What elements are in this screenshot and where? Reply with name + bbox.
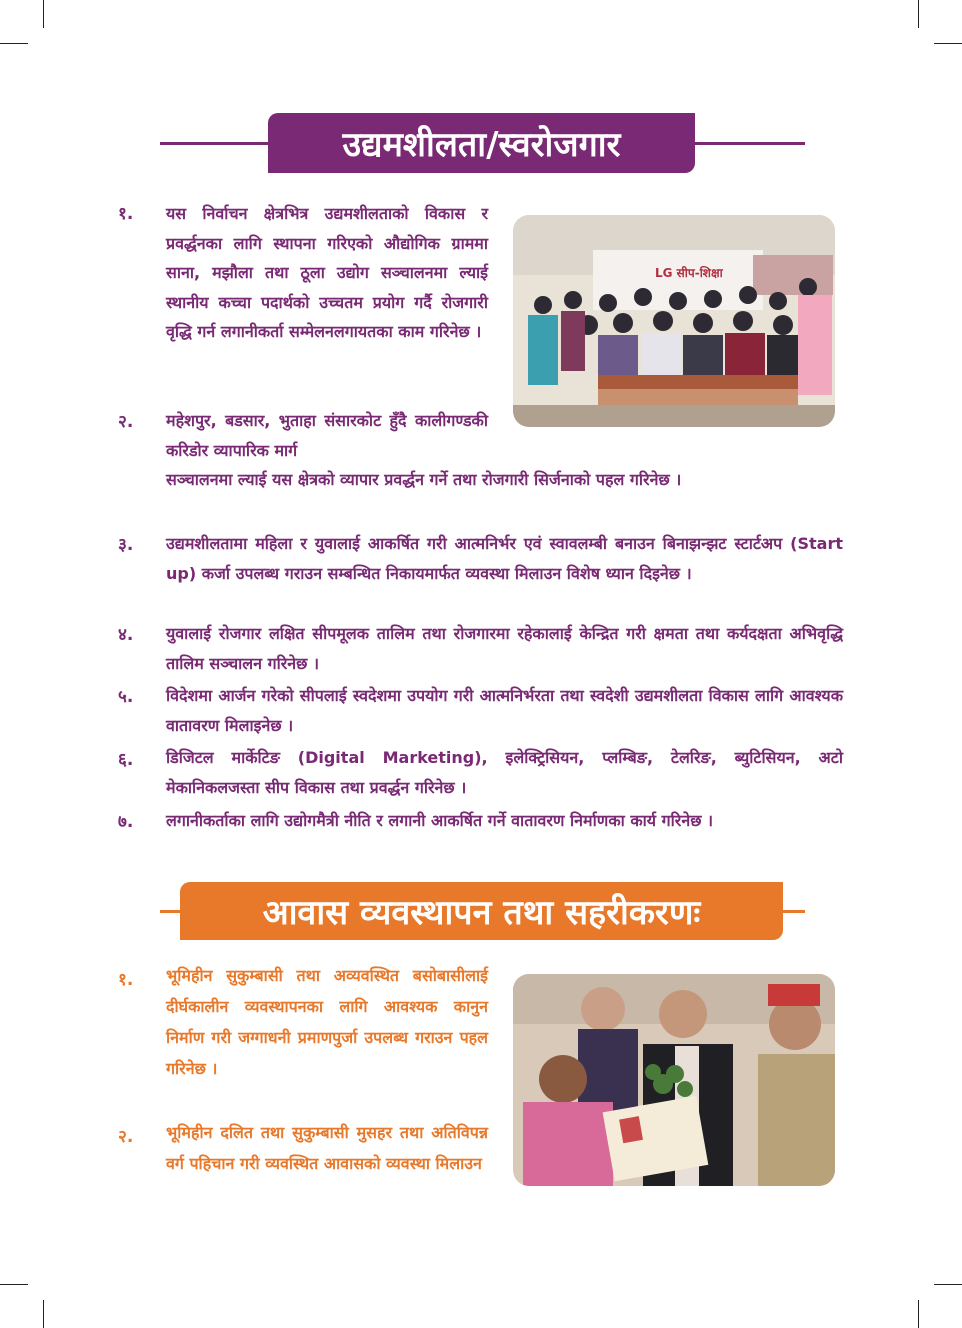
list-item: भूमिहीन सुकुम्बासी तथा अव्यवस्थित बसोबासीलाई दीर्घकालीन व्यवस्थापनका लागि आवश्यक कानुन निर्माण गरी जग्गाधनी प्रमाणपुर्जा उपलब्ध गराउन पहल गरिनेछ । [166, 966, 488, 1078]
crop-mark [43, 1300, 44, 1328]
list-item: डिजिटल मार्केटिङ (Digital Marketing), इलेक्ट्रिसियन, प्लम्बिङ, टेलरिङ, ब्युटिसियन, अटो मेकानिकलजस्ता सीप विकास तथा प्रवर्द्धन गरिनेछ । [166, 748, 843, 797]
list-item: विदेशमा आर्जन गरेको सीपलाई स्वदेशमा उपयोग गरी आत्मनिर्भरता तथा स्वदेशी उद्यमशीलता विकास लागि आवश्यक वातावरण मिलाइनेछ । [166, 686, 843, 735]
item-number: ४. [118, 625, 134, 645]
list-item: भूमिहीन दलित तथा सुकुम्बासी मुसहर तथा अतिविपन्न वर्ग पहिचान गरी व्यवस्थित आवासको व्यवस्था मिलाउन [166, 1123, 488, 1173]
crop-mark [918, 1300, 919, 1328]
crop-mark [934, 1284, 962, 1285]
crop-mark [918, 0, 919, 28]
photo-sign-text: LG सीप-शिक्षा [655, 266, 723, 280]
list-item: महेशपुर, बडसार, भुताहा संसारकोट हुँदै कालीगण्डकी करिडोर व्यापारिक मार्ग [166, 411, 488, 460]
item-number: ६. [118, 750, 134, 770]
item-number: २. [118, 1127, 134, 1147]
item-number: १. [118, 204, 134, 224]
list-item: युवालाई रोजगार लक्षित सीपमूलक तालिम तथा रोजगारमा रहेकालाई केन्द्रित गरी क्षमता तथा कर्यदक्षता अभिवृद्धि तालिम सञ्चालन गरिनेछ । [166, 624, 843, 673]
item-number: २. [118, 412, 134, 432]
crop-mark [0, 43, 28, 44]
list-item: यस निर्वाचन क्षेत्रभित्र उद्यमशीलताको विकास र प्रवर्द्धनका लागि स्थापना गरिएको औद्योगिक ग्राममा साना, मझौला तथा ठूला उद्योग सञ्चालनमा ल्याई स्थानीय कच्चा पदार्थको उच्चतम प्रयोग गर्दै रोजगारी वृद्धि गर्न लगानीकर्ता सम्मेलनलगायतका काम गरिनेछ । [166, 204, 488, 341]
training-group-photo [513, 215, 835, 427]
land-certificate-photo [513, 974, 835, 1186]
section-title-entrepreneurship: उद्यमशीलता/स्वरोजगार [268, 113, 695, 173]
item-number: १. [118, 970, 134, 990]
item-number: ७. [118, 812, 134, 832]
item-number: ५. [118, 687, 134, 707]
list-item: लगानीकर्ताका लागि उद्योगमैत्री नीति र लगानी आकर्षित गर्ने वातावरण निर्माणका कार्य गरिनेछ । [166, 811, 714, 830]
section-title-housing: आवास व्यवस्थापन तथा सहरीकरणः [180, 882, 783, 940]
list-item-continued: सञ्चालनमा ल्याई यस क्षेत्रको व्यापार प्रवर्द्धन गर्ने तथा रोजगारी सिर्जनाको पहल गरिनेछ । [166, 470, 682, 489]
crop-mark [0, 1284, 28, 1285]
crop-mark [43, 0, 44, 28]
item-number: ३. [118, 535, 134, 555]
list-item: उद्यमशीलतामा महिला र युवालाई आकर्षित गरी आत्मनिर्भर एवं स्वावलम्बी बनाउन बिनाझन्झट स्टार्टअप (Start up) कर्जा उपलब्ध गराउन सम्बन्धित निकायमार्फत व्यवस्था मिलाउन विशेष ध्यान दिइनेछ । [166, 534, 843, 583]
crop-mark [934, 43, 962, 44]
